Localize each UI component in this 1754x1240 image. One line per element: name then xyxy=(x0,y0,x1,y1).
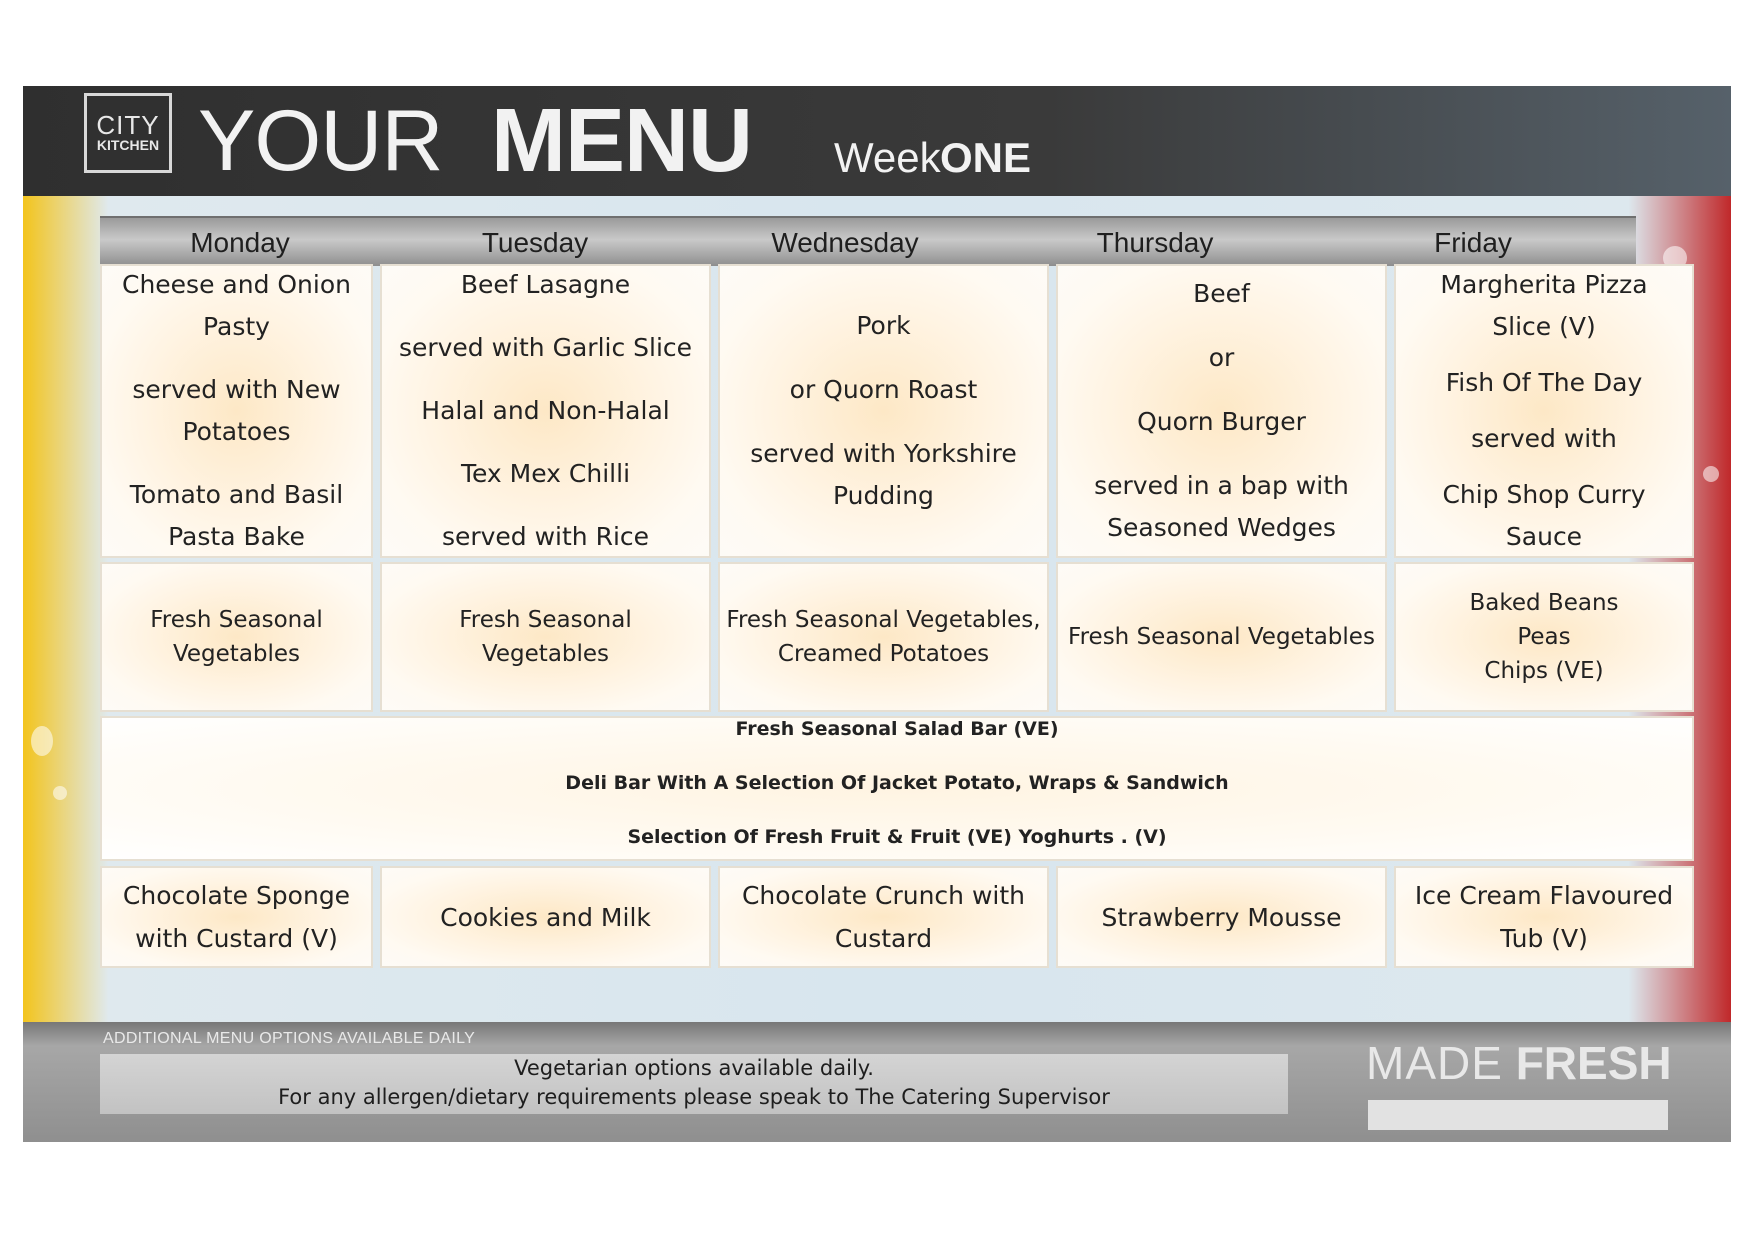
day-header: Monday xyxy=(190,227,290,258)
menu-item-line: served with Rice xyxy=(441,522,650,551)
dessert-cell xyxy=(1394,866,1694,968)
menu-item-line: Tub (V) xyxy=(1500,924,1588,953)
menu-item-line: Pudding xyxy=(833,481,934,510)
title-menu: MENU xyxy=(491,91,752,191)
menu-poster xyxy=(23,86,1731,1142)
title-week-number: ONE xyxy=(940,134,1032,181)
water-splash-decoration xyxy=(53,786,67,800)
menu-item-line: Vegetables xyxy=(481,641,610,667)
menu-item-line: Tex Mex Chilli xyxy=(460,459,631,488)
side-dish-cell xyxy=(1394,562,1694,712)
menu-item-line: Fish Of The Day xyxy=(1445,368,1643,397)
menu-item-line: or xyxy=(1208,343,1235,372)
city-kitchen-logo xyxy=(84,93,172,173)
menu-item-line: Margherita Pizza xyxy=(1440,270,1648,299)
menu-item-line: Beef Lasagne xyxy=(460,270,631,299)
menu-item-line: Chocolate Crunch with xyxy=(741,881,1026,910)
main-meal-cell xyxy=(380,264,711,558)
menu-item-line: Chip Shop Curry xyxy=(1442,480,1646,509)
menu-item-line: served with Garlic Slice xyxy=(398,333,693,362)
day-header: Friday xyxy=(1434,227,1512,258)
menu-item-line: Pork xyxy=(856,311,911,340)
daily-option: Fresh Seasonal Salad Bar (VE) xyxy=(735,718,1059,740)
menu-item-line: Ice Cream Flavoured xyxy=(1414,881,1674,910)
menu-item-line: Chips (VE) xyxy=(1484,658,1604,684)
menu-item-line: Chocolate Sponge xyxy=(122,881,351,910)
menu-footer xyxy=(23,1022,1731,1142)
menu-item-line: Quorn Burger xyxy=(1137,407,1306,436)
logo-line1: CITY xyxy=(96,110,160,140)
fresh-text: FRESH xyxy=(1515,1037,1672,1089)
menu-item-line: Creamed Potatoes xyxy=(777,641,990,667)
side-dish-cell xyxy=(718,562,1049,712)
menu-item-line: Vegetables xyxy=(172,641,301,667)
made-text: MADE xyxy=(1366,1037,1503,1089)
daily-option: Deli Bar With A Selection Of Jacket Potato, Wraps & Sandwich xyxy=(565,772,1229,794)
menu-item-line: Tomato and Basil xyxy=(129,480,344,509)
menu-item-line: with Custard (V) xyxy=(135,924,338,953)
allergen-note: For any allergen/dietary requirements please speak to The Catering Supervisor xyxy=(278,1085,1110,1109)
dietary-note-box xyxy=(100,1054,1288,1114)
daily-options-row xyxy=(100,716,1694,861)
daily-option: Selection Of Fresh Fruit & Fruit (VE) Yoghurts . (V) xyxy=(627,826,1167,848)
day-header-bar xyxy=(100,216,1636,266)
side-dish-cell xyxy=(380,562,711,712)
menu-item-line: Seasoned Wedges xyxy=(1107,513,1336,542)
menu-item-line: served with xyxy=(1471,424,1617,453)
vegetarian-note: Vegetarian options available daily. xyxy=(514,1056,874,1080)
dessert-cell xyxy=(100,866,373,968)
title-week: Week xyxy=(834,134,941,181)
menu-item-line: Custard xyxy=(834,924,933,953)
menu-header xyxy=(23,86,1731,196)
menu-item-line: Slice (V) xyxy=(1492,312,1596,341)
menu-item-line: Pasta Bake xyxy=(168,522,305,551)
menu-item-line: Pasty xyxy=(203,312,270,341)
menu-item-line: Halal and Non-Halal xyxy=(421,396,670,425)
main-meal-cell xyxy=(1394,264,1694,558)
menu-item-line: Peas xyxy=(1517,624,1571,650)
side-dish-cell xyxy=(100,562,373,712)
main-meal-cell xyxy=(100,264,373,558)
day-header: Thursday xyxy=(1096,227,1214,258)
main-meal-cell xyxy=(718,264,1049,558)
day-header: Wednesday xyxy=(771,227,919,258)
menu-item-line: Potatoes xyxy=(182,417,291,446)
menu-item-line: Baked Beans xyxy=(1469,590,1619,616)
menu-item-line: Beef xyxy=(1193,279,1250,308)
menu-item-line: Cheese and Onion xyxy=(121,270,351,299)
menu-item-line: Fresh Seasonal xyxy=(150,607,323,633)
title-your: YOUR xyxy=(198,93,443,189)
water-splash-decoration xyxy=(1703,466,1719,482)
additional-options-label: ADDITIONAL MENU OPTIONS AVAILABLE DAILY xyxy=(103,1030,476,1047)
menu-item-line: Fresh Seasonal Vegetables xyxy=(1068,624,1375,650)
menu-item-line: Fresh Seasonal Vegetables, xyxy=(726,607,1041,633)
dessert-cell xyxy=(718,866,1049,968)
water-splash-decoration xyxy=(31,726,53,756)
logo-line2: KITCHEN xyxy=(96,137,160,153)
menu-item-line: Strawberry Mousse xyxy=(1101,902,1342,932)
menu-item-line: served with New xyxy=(132,375,341,404)
day-header: Tuesday xyxy=(481,227,589,258)
made-fresh-logo xyxy=(1366,1036,1672,1090)
menu-item-line: or Quorn Roast xyxy=(789,375,978,404)
menu-item-line: Cookies and Milk xyxy=(440,902,651,932)
made-fresh-bar xyxy=(1368,1100,1668,1130)
menu-item-line: served in a bap with xyxy=(1094,471,1349,500)
menu-item-line: Sauce xyxy=(1505,522,1583,551)
dessert-cell xyxy=(380,866,711,968)
menu-item-line: Fresh Seasonal xyxy=(459,607,632,633)
side-dish-cell xyxy=(1056,562,1387,712)
main-meal-cell xyxy=(1056,264,1387,558)
menu-item-line: served with Yorkshire xyxy=(750,439,1017,468)
dessert-cell xyxy=(1056,866,1387,968)
